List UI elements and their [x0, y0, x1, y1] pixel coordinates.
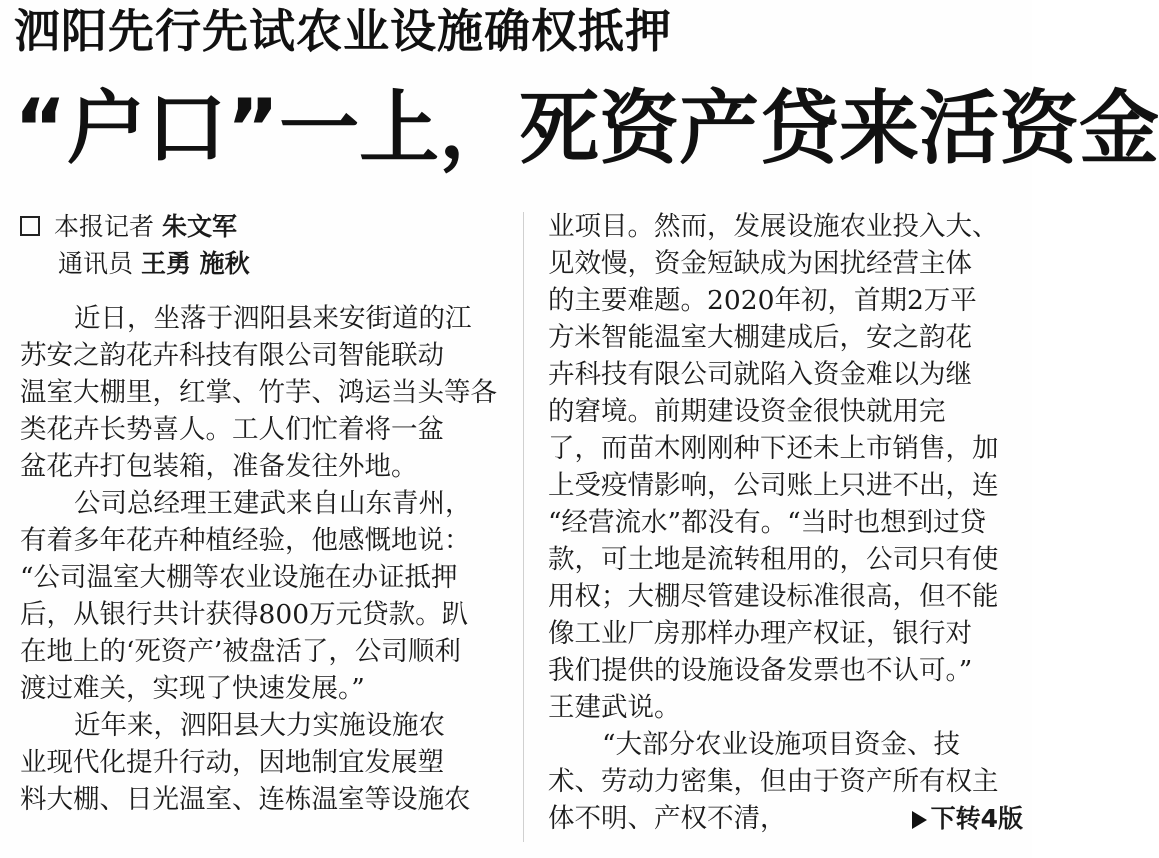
- text-line: 用权；大棚尽管建设标准很高，但不能: [548, 581, 999, 612]
- text-line: 渡过难关，实现了快速发展。”: [20, 673, 365, 704]
- paragraph-gap: [20, 282, 495, 300]
- byline-reporter-prefix: 本报记者: [54, 212, 155, 241]
- text-line: 在地上的‘死资产’被盘活了，公司顺利: [20, 636, 461, 667]
- text-line: 温室大棚里，红掌、竹芋、鸿运当头等各: [20, 377, 497, 408]
- text-line: 款，可土地是流转租用的，公司只有使: [548, 544, 999, 575]
- text-line: 上受疫情影响，公司账上只进不出，连: [548, 470, 999, 501]
- text-line: “公司温室大棚等农业设施在办证抵押: [20, 562, 458, 593]
- article-column-left: [20, 208, 495, 818]
- text-line: 盆花卉打包装箱，准备发往外地。: [20, 451, 418, 482]
- byline-reporter: [20, 208, 495, 245]
- article-headline: “户口”一上，死资产贷来活资金: [14, 82, 1159, 175]
- byline-correspondent: [20, 245, 495, 282]
- text-line: 类花卉长势喜人。工人们忙着将一盆: [20, 414, 444, 445]
- text-line: 的主要难题。2020年初，首期2万平: [548, 285, 977, 316]
- text-line: 术、劳动力密集，但由于资产所有权主: [548, 766, 999, 797]
- text-line: 像工业厂房那样办理产权证，银行对: [548, 618, 972, 649]
- continued-on-page-note[interactable]: [912, 800, 1023, 837]
- column-divider: [523, 212, 524, 842]
- text-line: 业现代化提升行动，因地制宜发展塑: [20, 747, 444, 778]
- text-line: 后，从银行共计获得800万元贷款。趴: [20, 599, 469, 630]
- text-line: 有着多年花卉种植经验，他感慨地说：: [20, 525, 471, 556]
- article-column-right: [548, 208, 1023, 837]
- text-line: 苏安之韵花卉科技有限公司智能联动: [20, 340, 444, 371]
- text-line: 卉科技有限公司就陷入资金难以为继: [548, 359, 972, 390]
- text-line: 王建武说。: [548, 692, 681, 723]
- text-line: “大部分农业设施项目资金、技: [602, 729, 961, 760]
- text-line: 业项目。然而，发展设施农业投入大、: [548, 211, 999, 242]
- article-subheadline: 泗阳先行先试农业设施确权抵押: [14, 4, 672, 58]
- text-line: 方米智能温室大棚建成后，安之韵花: [548, 322, 972, 353]
- text-line: 了，而苗木刚刚种下还未上市销售，加: [548, 433, 999, 464]
- text-line: 公司总经理王建武来自山东青州，: [74, 488, 472, 519]
- byline-reporter-name: 朱文军: [161, 212, 237, 241]
- text-line: 我们提供的设施设备发票也不认可。”: [548, 655, 973, 686]
- byline-correspondent-names: 王勇 施秋: [140, 249, 250, 278]
- text-line: 见效慢，资金短缺成为困扰经营主体: [548, 248, 972, 279]
- text-line: 体不明、产权不清，: [548, 803, 787, 834]
- text-line: 料大棚、日光温室、连栋温室等设施农: [20, 784, 471, 815]
- byline-correspondent-prefix: 通讯员: [58, 249, 134, 278]
- text-line: 近日，坐落于泗阳县来安街道的江: [74, 303, 472, 334]
- text-line: 的窘境。前期建设资金很快就用完: [548, 396, 946, 427]
- triangle-right-icon: [912, 811, 927, 829]
- last-line-with-jump: [548, 800, 1023, 837]
- text-line: 近年来，泗阳县大力实施设施农: [74, 710, 445, 741]
- byline-box-icon: [20, 216, 40, 236]
- text-line: “经营流水”都没有。“当时也想到过贷: [548, 507, 987, 538]
- continued-on-page-label: 下转4版: [930, 804, 1023, 833]
